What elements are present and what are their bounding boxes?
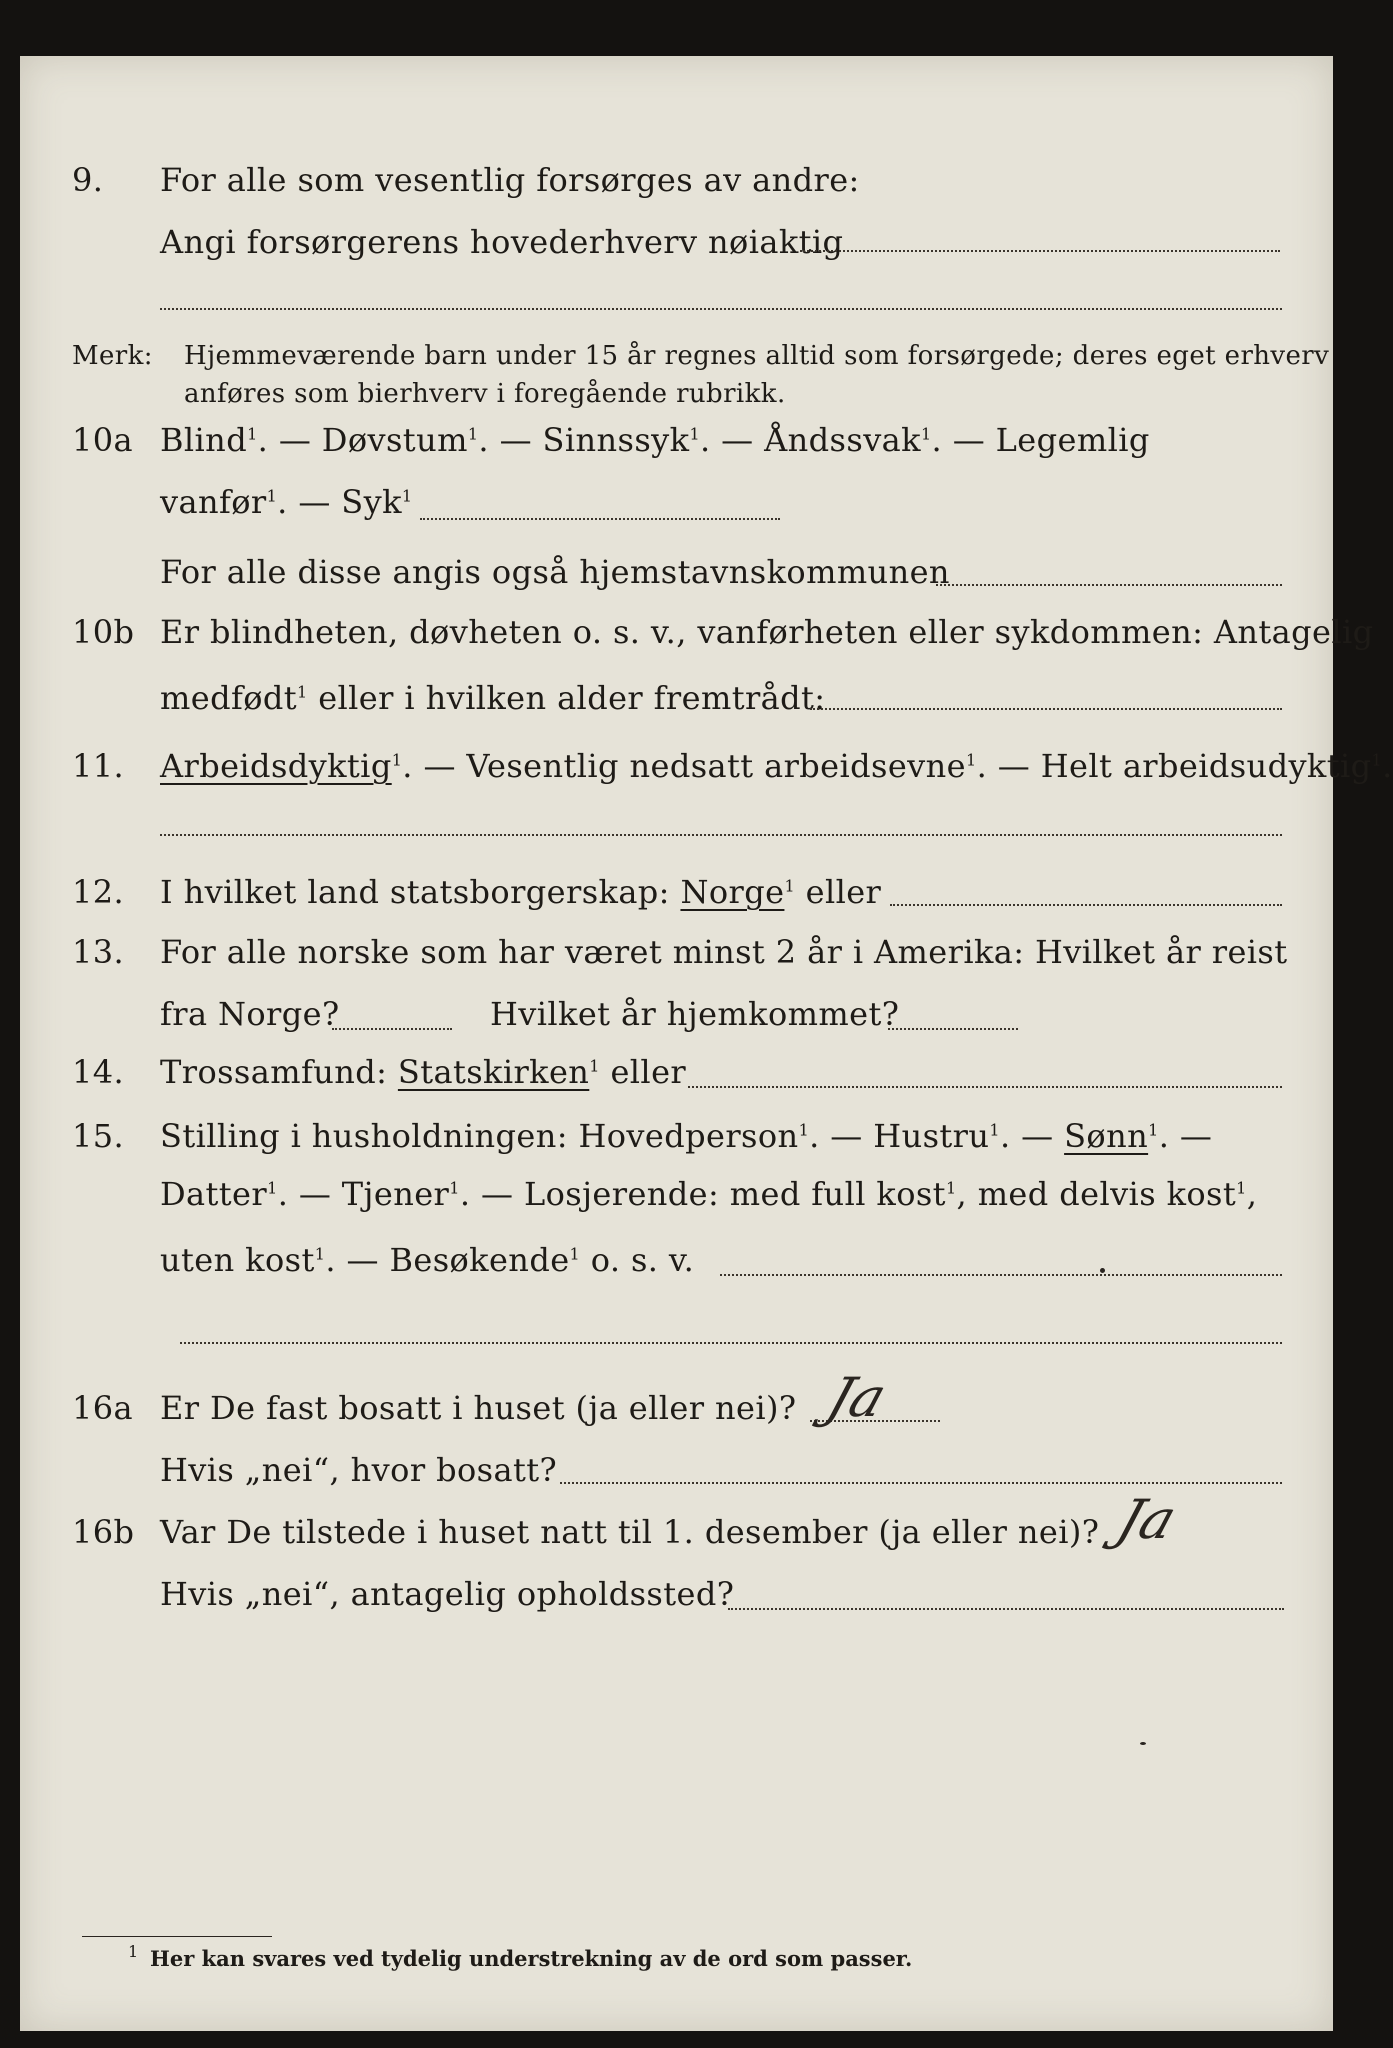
question-number: 14.: [72, 1053, 125, 1091]
question-text: Hvis „nei“, antagelig opholdssted?: [160, 1575, 735, 1613]
option-arbeidsdyktig[interactable]: Arbeidsdyktig: [160, 747, 392, 785]
question-text: Hvis „nei“, hvor bosatt?: [160, 1451, 558, 1489]
question-number: 13.: [72, 933, 125, 971]
question-text: Stilling i husholdningen: Hovedperson$^1$. — Hustru$^1$. — Sønn$^1$. —: [160, 1117, 1213, 1155]
merk-text: Hjemmeværende barn under 15 år regnes alltid som forsørgede; deres eget erhverv: [184, 341, 1330, 371]
answer-line[interactable]: [800, 250, 1280, 252]
question-number: 16b: [72, 1513, 135, 1551]
question-text: Er De fast bosatt i huset (ja eller nei)?: [160, 1389, 797, 1427]
question-number: 15.: [72, 1117, 125, 1155]
footnote-divider: [82, 1936, 272, 1937]
question-text: Trossamfund: Statskirken$^1$ eller: [160, 1053, 687, 1091]
answer-line[interactable]: [560, 1482, 1282, 1484]
question-number: 11.: [72, 747, 125, 785]
handwritten-answer: Ja: [819, 1366, 895, 1429]
question-text: medfødt$^1$ eller i hvilken alder fremtrådt:: [160, 679, 826, 717]
question-text: For alle som vesentlig forsørges av andre:: [160, 161, 860, 199]
question-text: vanfør$^1$. — Syk$^1$: [160, 483, 413, 521]
question-text: For alle norske som har været minst 2 år i Amerika: Hvilket år reist: [160, 933, 1288, 971]
answer-line[interactable]: [420, 518, 780, 520]
question-text: Blind$^1$. — Døvstum$^1$. — Sinnssyk$^1$. — Åndssvak$^1$. — Legemlig: [160, 421, 1150, 459]
answer-line[interactable]: [728, 1608, 1284, 1610]
answer-line[interactable]: [332, 1028, 452, 1030]
handwritten-answer: Ja: [1109, 1488, 1185, 1551]
question-text: I hvilket land statsborgerskap: Norge$^1$ eller: [160, 873, 882, 911]
question-text: Datter$^1$. — Tjener$^1$. — Losjerende: med full kost$^1$, med delvis kost$^1$,: [160, 1175, 1258, 1213]
ink-mark: [1140, 1742, 1146, 1745]
census-form-page: [20, 56, 1393, 2031]
question-number: 12.: [72, 873, 125, 911]
question-number: 9.: [72, 161, 104, 199]
footnote-text: Her kan svares ved tydelig understrekning av de ord som passer.: [150, 1946, 913, 1971]
option-statskirken[interactable]: Statskirken: [397, 1053, 590, 1091]
question-text: Hvilket år hjemkommet?: [490, 995, 900, 1033]
answer-line[interactable]: [160, 834, 1282, 836]
ink-dot: [1100, 1268, 1105, 1273]
question-number: 10b: [72, 613, 135, 651]
question-text: fra Norge?: [160, 995, 340, 1033]
answer-line[interactable]: [688, 1086, 1282, 1088]
question-number: 16a: [72, 1389, 133, 1427]
answer-line[interactable]: [888, 1028, 1018, 1030]
question-text: uten kost$^1$. — Besøkende$^1$ o. s. v.: [160, 1241, 695, 1279]
question-text: Angi forsørgerens hovederhverv nøiaktig: [160, 223, 844, 261]
footnote-marker: 1: [128, 1942, 139, 1961]
option-norge[interactable]: Norge: [680, 873, 785, 911]
answer-line[interactable]: [890, 904, 1282, 906]
answer-line[interactable]: [180, 1342, 1282, 1344]
merk-text: anføres som bierhverv i foregående rubrikk.: [184, 379, 786, 409]
question-text: Er blindheten, døvheten o. s. v., vanførheten eller sykdommen: Antagelig: [160, 613, 1374, 651]
question-text: Arbeidsdyktig$^1$. — Vesentlig nedsatt arbeidsevne$^1$. — Helt arbeidsudyktig$^1$.: [160, 747, 1393, 785]
answer-line[interactable]: [936, 584, 1282, 586]
answer-line[interactable]: [160, 308, 1282, 310]
question-text: Var De tilstede i huset natt til 1. desember (ja eller nei)?: [160, 1513, 1100, 1551]
option-sonn[interactable]: Sønn: [1064, 1117, 1149, 1155]
question-text: For alle disse angis også hjemstavnskommunen: [160, 553, 950, 591]
question-number: 10a: [72, 421, 133, 459]
answer-line[interactable]: [810, 708, 1282, 710]
answer-line[interactable]: [720, 1274, 1282, 1276]
merk-label: Merk:: [72, 341, 153, 371]
